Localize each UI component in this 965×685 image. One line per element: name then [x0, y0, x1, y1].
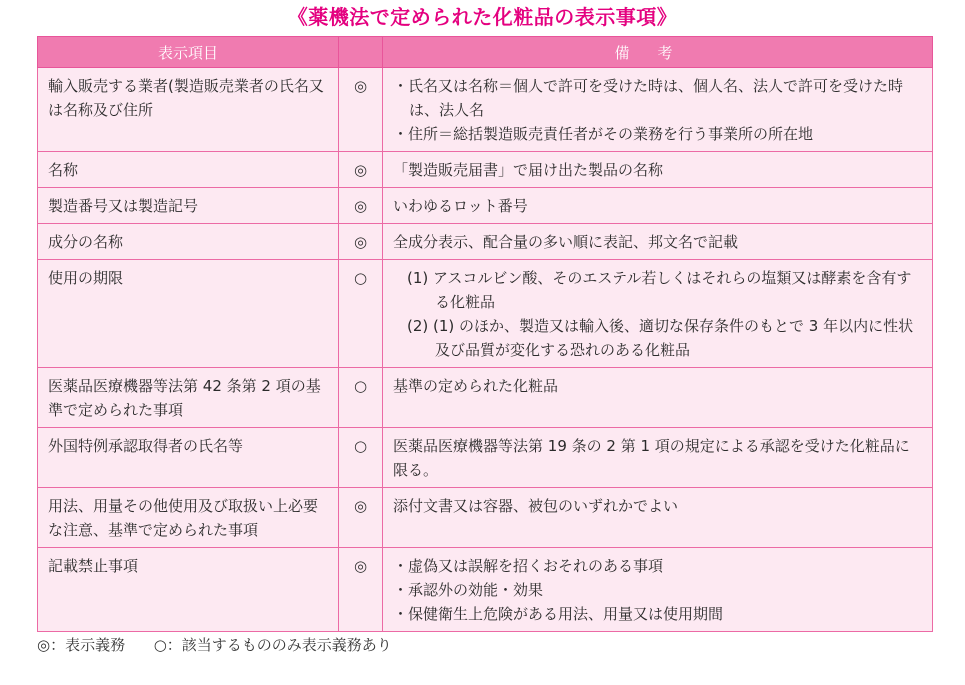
table-row — [38, 152, 933, 188]
remark-line: ・保健衛生上危険がある用法、用量又は使用期間 — [393, 605, 724, 623]
remark-line: いわゆるロット番号 — [393, 197, 528, 215]
table-row — [38, 224, 933, 260]
legend — [37, 634, 392, 656]
table-header-row — [38, 37, 933, 68]
table-row — [38, 428, 933, 488]
row-remarks — [383, 548, 933, 632]
remark-line: 医薬品医療機器等法第 19 条の 2 第 1 項の規定による承認を受けた化粧品に限る。 — [393, 437, 910, 479]
legend-single-circle: ○：該当するもののみ表示義務あり — [153, 636, 392, 654]
row-mark: ◎ — [339, 488, 383, 548]
remark-line: ・住所＝総括製造販売責任者がその業務を行う事業所の所在地 — [393, 125, 814, 143]
remark-line: ・承認外の効能・効果 — [393, 581, 544, 599]
row-item: 医薬品医療機器等法第 42 条第 2 項の基準で定められた事項 — [38, 368, 339, 428]
row-remarks — [383, 224, 933, 260]
table-row — [38, 260, 933, 368]
row-mark: ◎ — [339, 152, 383, 188]
row-remarks — [383, 260, 933, 368]
row-remarks — [383, 368, 933, 428]
row-mark: ◎ — [339, 68, 383, 152]
row-remarks — [383, 68, 933, 152]
page-title: 《薬機法で定められた化粧品の表示事項》 — [287, 5, 678, 29]
table-row — [38, 368, 933, 428]
row-item: 成分の名称 — [38, 224, 339, 260]
remark-line: 基準の定められた化粧品 — [393, 377, 559, 395]
row-item: 外国特例承認取得者の氏名等 — [38, 428, 339, 488]
remark-line: 全成分表示、配合量の多い順に表記、邦文名で記載 — [393, 233, 739, 251]
row-item: 記載禁止事項 — [38, 548, 339, 632]
header-remarks — [383, 37, 933, 68]
labeling-requirements-table — [37, 36, 933, 632]
header-remarks-label: 備考 — [614, 43, 701, 62]
row-item: 名称 — [38, 152, 339, 188]
row-mark: ○ — [339, 368, 383, 428]
table-row — [38, 488, 933, 548]
row-mark: ○ — [339, 428, 383, 488]
header-item: 表示項目 — [38, 37, 339, 68]
row-remarks — [383, 488, 933, 548]
row-mark: ◎ — [339, 548, 383, 632]
table-row — [38, 548, 933, 632]
header-mark — [339, 37, 383, 68]
row-item: 使用の期限 — [38, 260, 339, 368]
remark-line: (1) アスコルビン酸、そのエステル若しくはそれらの塩類又は酵素を含有する化粧品 — [407, 269, 912, 311]
remark-line: ・氏名又は名称＝個人で許可を受けた時は、個人名、法人で許可を受けた時は、法人名 — [393, 77, 904, 119]
remark-line: ・虚偽又は誤解を招くおそれのある事項 — [393, 557, 664, 575]
row-mark: ◎ — [339, 188, 383, 224]
remark-line: 添付文書又は容器、被包のいずれかでよい — [393, 497, 679, 515]
row-mark: ○ — [339, 260, 383, 368]
row-mark: ◎ — [339, 224, 383, 260]
table-row — [38, 188, 933, 224]
row-remarks — [383, 428, 933, 488]
row-item: 輸入販売する業者(製造販売業者の氏名又は名称及び住所 — [38, 68, 339, 152]
remark-line: (2) (1) のほか、製造又は輸入後、適切な保存条件のもとで 3 年以内に性状及び品質が変化する恐れのある化粧品 — [407, 317, 914, 359]
remark-line: 「製造販売届書」で届け出た製品の名称 — [393, 161, 664, 179]
row-remarks — [383, 188, 933, 224]
row-item: 用法、用量その他使用及び取扱い上必要な注意、基準で定められた事項 — [38, 488, 339, 548]
row-item: 製造番号又は製造記号 — [38, 188, 339, 224]
row-remarks — [383, 152, 933, 188]
legend-double-circle: ◎：表示義務 — [37, 636, 126, 654]
table-row — [38, 68, 933, 152]
